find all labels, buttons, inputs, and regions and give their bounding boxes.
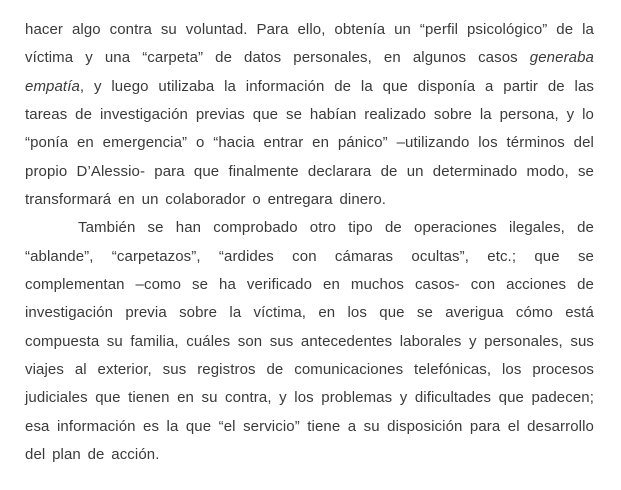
italic-text-segment: empatía — [25, 77, 80, 95]
text-line — [25, 243, 594, 271]
text-segment: “ablande”, “carpetazos”, “ardides con cámaras ocultas”, etc.; que se — [25, 247, 594, 265]
text-line — [25, 413, 594, 441]
text-segment: esa información es la que “el servicio” tiene a su disposición para el desarrollo — [25, 417, 594, 435]
text-line — [25, 214, 594, 242]
text-segment: investigación previa sobre la víctima, en los que se averigua cómo está — [25, 304, 594, 322]
text-line — [25, 356, 594, 384]
text-line — [25, 441, 594, 469]
text-segment: transformará en un colaborador o entregara dinero. — [25, 190, 387, 208]
text-line — [25, 271, 594, 299]
text-line — [25, 158, 594, 186]
document-text-block — [25, 16, 594, 469]
text-line — [25, 384, 594, 412]
text-line — [25, 16, 594, 44]
text-segment: propio D’Alessio- para que finalmente declarara de un determinado modo, se — [25, 162, 594, 180]
text-segment: También se han comprobado otro tipo de operaciones ilegales, de — [78, 219, 594, 237]
text-segment: viajes al exterior, sus registros de comunicaciones telefónicas, los procesos — [25, 360, 594, 378]
text-segment: tareas de investigación previas que se habían realizado sobre la persona, y lo — [25, 105, 594, 123]
text-line — [25, 299, 594, 327]
text-segment: hacer algo contra su voluntad. Para ello, obtenía un “perfil psicológico” de la — [25, 21, 594, 38]
text-line — [25, 44, 594, 72]
italic-text-segment: generaba — [529, 49, 594, 67]
text-line — [25, 101, 594, 129]
text-segment: judiciales que tienen en su contra, y los problemas y dificultades que padecen; — [25, 389, 594, 407]
text-line — [25, 73, 594, 101]
text-segment: complementan –como se ha verificado en muchos casos- con acciones de — [25, 275, 594, 293]
text-line — [25, 186, 594, 214]
text-segment: víctima y una “carpeta” de datos personales, en algunos casos — [25, 49, 530, 67]
text-line — [25, 328, 594, 356]
text-segment: , y luego utilizaba la información de la que disponía a partir de las — [79, 77, 594, 95]
text-segment: compuesta su familia, cuáles son sus antecedentes laborales y personales, sus — [25, 332, 594, 350]
text-line — [25, 129, 594, 157]
text-segment: “ponía en emergencia” o “hacia entrar en pánico” –utilizando los términos del — [25, 134, 594, 152]
text-segment: del plan de acción. — [25, 445, 160, 463]
